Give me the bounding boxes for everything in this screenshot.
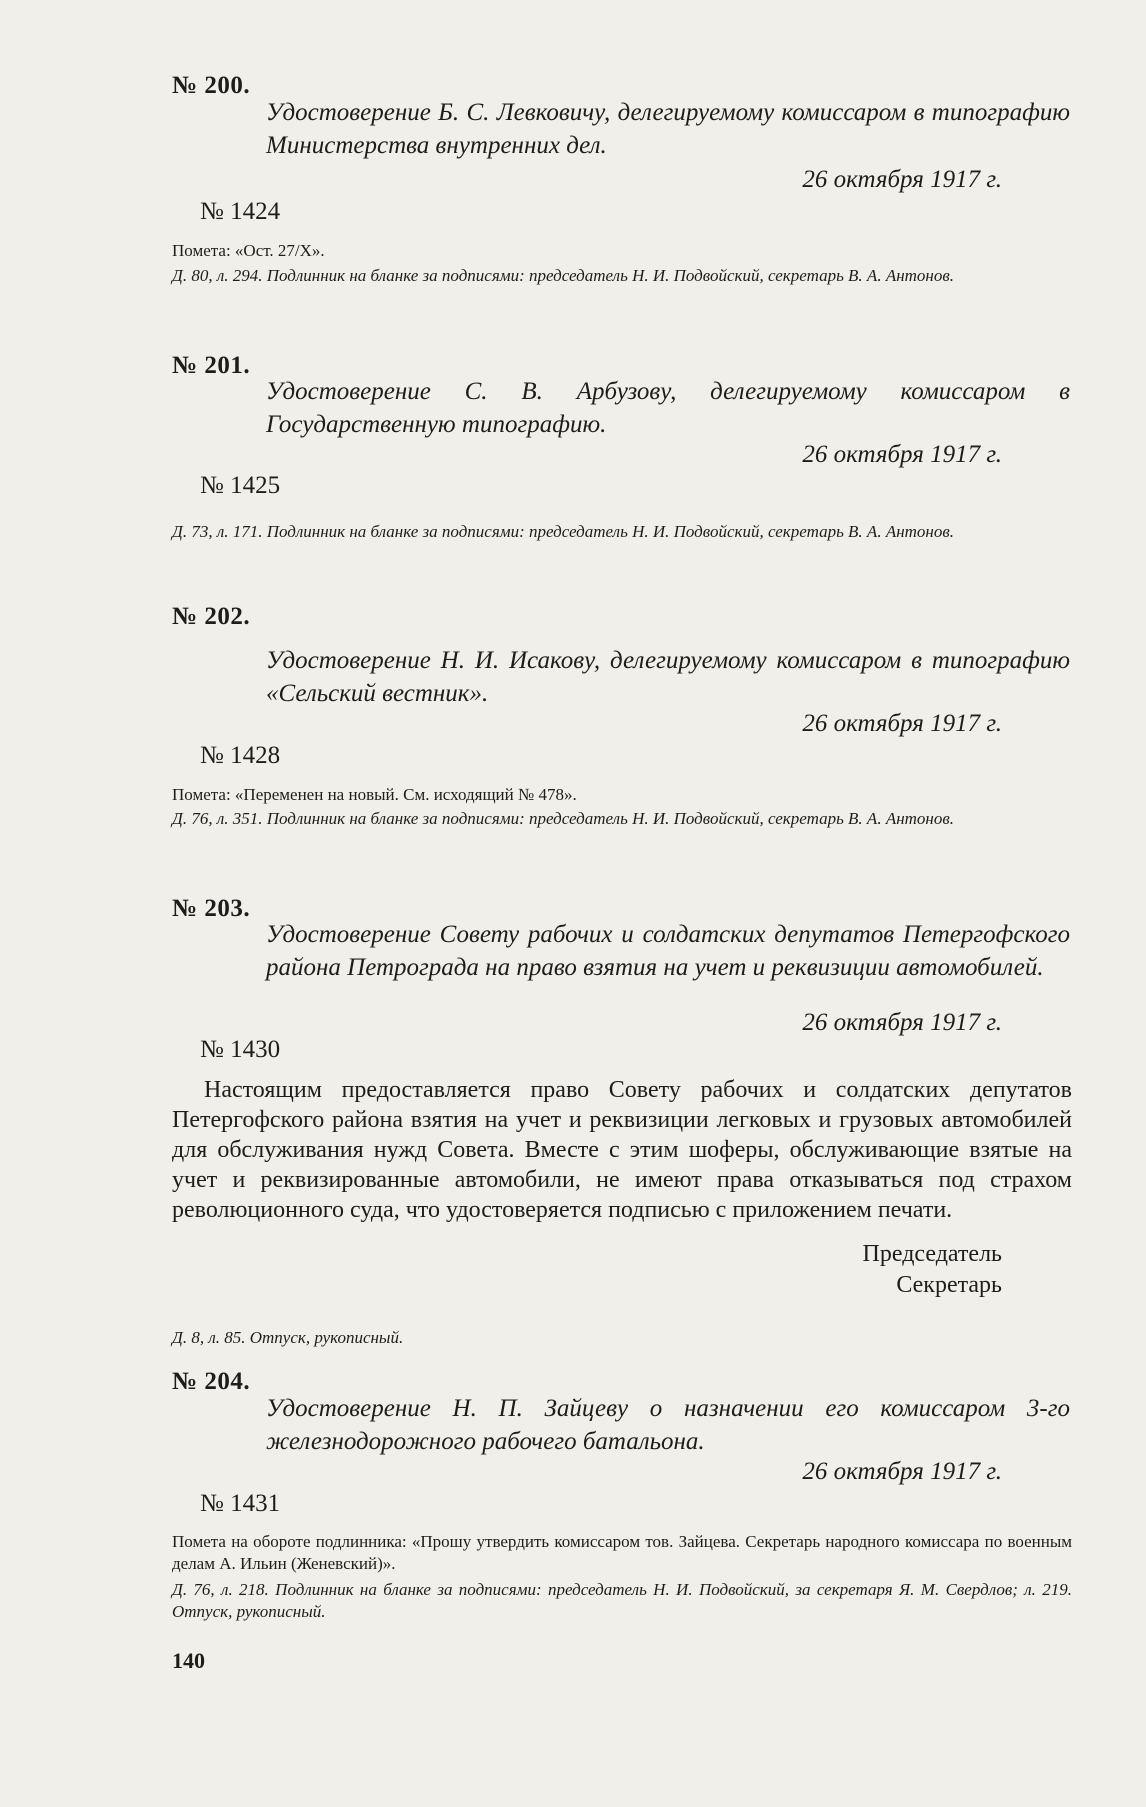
entry-200-number: № 200. [172,72,251,99]
entry-203-body: Настоящим предоставляется право Совету рабочих и солдатских депутатов Петергофского района взятия на учет и реквизиции легковых и грузовых автомобилей для обслуживания нужд Совета. Вместе с этим шоферы, обслуживающие взятые на учет и реквизированные автомобили, не имеют права отказываться под страхом революционного суда, что удостоверяется подписью с приложением печати. [172,1077,1072,1223]
entry-200-title: Удостоверение Б. С. Левковичу, делегируемому комиссаром в типографию Министерства внутренних дел. [266,99,1070,159]
entry-201-source: Д. 73, л. 171. Подлинник на бланке за подписями: председатель Н. И. Подвойский, секретарь В. А. Антонов. [172,522,954,541]
entry-202-outgoing-number: № 1428 [200,742,281,769]
entry-201-date: 26 октября 1917 г. [802,441,1002,468]
entry-202-source: Д. 76, л. 351. Подлинник на бланке за подписями: председатель Н. И. Подвойский, секретарь В. А. Антонов. [172,809,954,828]
entry-204-title: Удостоверение Н. П. Зайцеву о назначении его комиссаром 3-го железнодорожного рабочего батальона. [266,1395,1070,1455]
entry-203-date: 26 октября 1917 г. [802,1009,1002,1036]
entry-204-outgoing-number: № 1431 [200,1490,281,1517]
page-number: 140 [172,1648,205,1673]
entry-204-date: 26 октября 1917 г. [802,1458,1002,1485]
entry-203-title: Удостоверение Совету рабочих и солдатских депутатов Петергофского района Петрограда на право взятия на учет и реквизиции автомобилей. [266,921,1070,981]
entry-202-note: Помета: «Переменен на новый. См. исходящий № 478». [172,785,577,804]
entry-203-number: № 203. [172,895,251,922]
entry-204-note: Помета на обороте подлинника: «Прошу утвердить комиссаром тов. Зайцева. Секретарь народного комиссара по военным делам А. Ильин (Женевский)». [172,1532,1072,1573]
signature-secretary: Секретарь [896,1272,1002,1298]
entry-202-title: Удостоверение Н. И. Исакову, делегируемому комиссаром в типографию «Сельский вестник». [266,647,1070,707]
entry-204-number: № 204. [172,1368,251,1395]
entry-201-title: Удостоверение С. В. Арбузову, делегируемому комиссаром в Государственную типографию. [266,378,1070,438]
entry-203-outgoing-number: № 1430 [200,1036,281,1063]
entry-201-outgoing-number: № 1425 [200,472,281,499]
entry-200-outgoing-number: № 1424 [200,198,281,225]
entry-202-number: № 202. [172,603,251,630]
entry-201-number: № 201. [172,352,251,379]
entry-204-source: Д. 76, л. 218. Подлинник на бланке за подписями: председатель Н. И. Подвойский, за секретаря Я. М. Свердлов; л. 219. Отпуск, рукописный. [172,1580,1072,1621]
entry-202-date: 26 октября 1917 г. [802,710,1002,737]
entry-200-source: Д. 80, л. 294. Подлинник на бланке за подписями: председатель Н. И. Подвойский, секретарь В. А. Антонов. [172,266,954,285]
entry-200-note: Помета: «Ост. 27/X». [172,241,325,260]
entry-203-source: Д. 8, л. 85. Отпуск, рукописный. [172,1328,404,1347]
signature-chairman: Председатель [862,1241,1002,1267]
entry-200-date: 26 октября 1917 г. [802,166,1002,193]
